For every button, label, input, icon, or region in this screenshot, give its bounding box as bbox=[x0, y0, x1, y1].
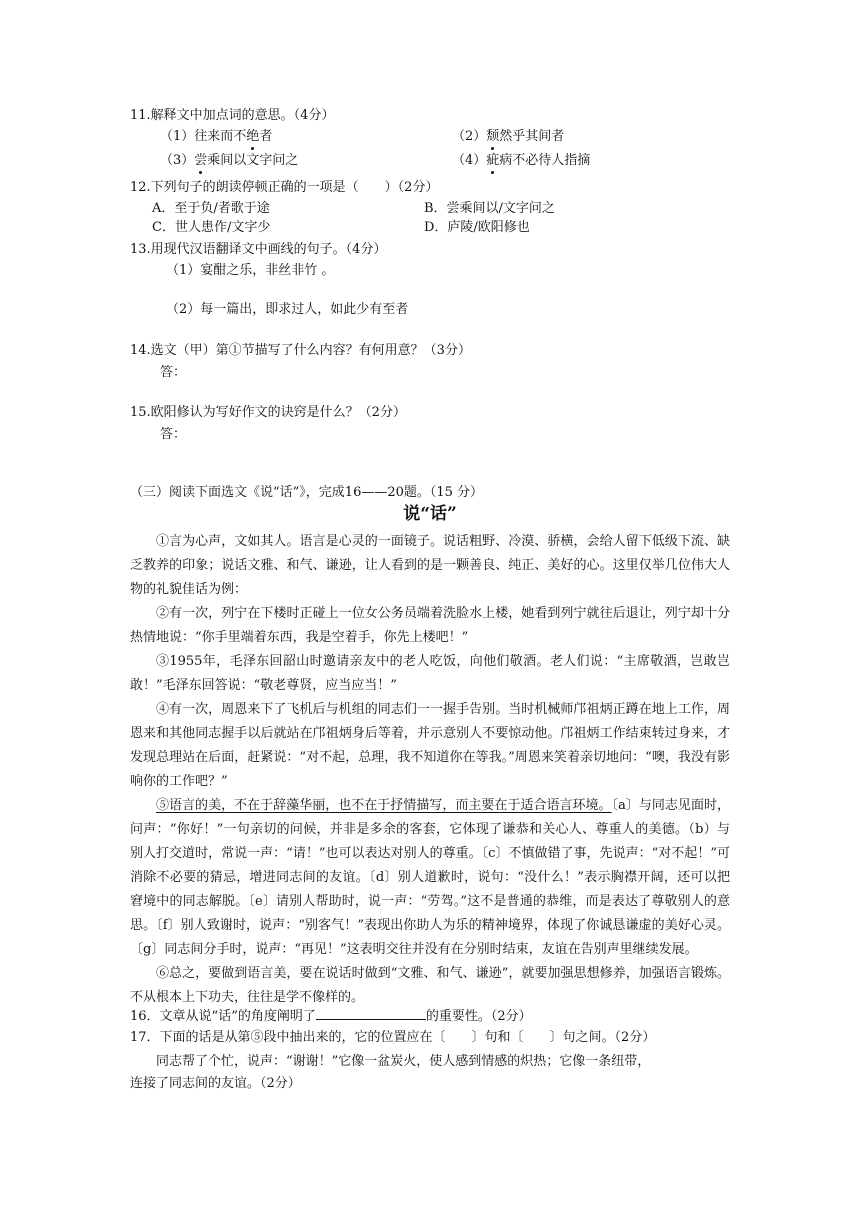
q11-item-3: （3）尝乘间以文字问之 bbox=[160, 153, 299, 168]
answer-blank[interactable] bbox=[316, 1006, 426, 1020]
q17-quote-line-1: 同志帮了个忙，说声：“谢谢！”它像一盆炭火，使人感到情感的炽热；它像一条纽带， bbox=[156, 1054, 651, 1069]
q17-quote-line-2: 连接了同志间的友谊。（2分） bbox=[130, 1076, 301, 1091]
paragraph-2: ②有一次，列宁在下楼时正碰上一位女公务员端着洗脸水上楼，她看到列宁就往后退让，列宁却十分热情地说：“你手里端着东西，我是空着手，你先上楼吧！” bbox=[130, 606, 730, 645]
q11-stem: 11.解释文中加点词的意思。（4分） bbox=[130, 108, 335, 123]
dotted-char: 尝 bbox=[194, 153, 208, 168]
dotted-char: 绝 bbox=[246, 129, 260, 144]
q12-stem: 12.下列句子的朗读停顿正确的一项是（ ）（2分） bbox=[130, 180, 439, 195]
q15-stem: 15.欧阳修认为写好作文的诀窍是什么？（2分） bbox=[130, 405, 406, 420]
q17-stem: 17．下面的话是从第⑤段中抽出来的，它的位置应在〔 〕句和〔 〕句之间。（2分） bbox=[130, 1030, 656, 1045]
paragraph-3: ③1955年，毛泽东回韶山时邀请亲友中的老人吃饭，向他们敬酒。老人们说：“主席敬酒，岂敢岂敢！”毛泽东回答说：“敬老尊贤，应当应当！” bbox=[130, 654, 730, 693]
q15-answer-label: 答： bbox=[160, 427, 187, 442]
section-header: （三）阅读下面选文《说“话”》，完成16——20题。（15 分） bbox=[130, 485, 484, 500]
q12-option-b: B．尝乘间以/文字问之 bbox=[424, 201, 555, 216]
q12-option-d: D．庐陵/欧阳修也 bbox=[424, 220, 530, 235]
q11-item-2: （2）颓然乎其间者 bbox=[452, 129, 565, 144]
paragraph-6: ⑥总之，要做到语言美，要在说话时做到“文雅、和气、谦逊”，就要加强思想修养，加强语言锻炼。不从根本上下功夫，往往是学不像样的。 bbox=[130, 966, 730, 1005]
q13-sentence-1: （1）宴酣之乐，非丝非竹 。 bbox=[166, 263, 335, 278]
q11-item-4: （4）疵病不必待人指摘 bbox=[452, 153, 591, 168]
underlined-sentence: ⑤语言的美，不在于辞藻华丽，也不在于抒情描写，而主要在于适合语言环境。 bbox=[156, 798, 612, 813]
q14-stem: 14.选文（甲）第①节描写了什么内容？有何用意？（3分） bbox=[130, 343, 471, 358]
article-title: 说“话” bbox=[403, 504, 457, 524]
dotted-char: 疵 bbox=[486, 153, 500, 168]
q13-sentence-2: （2）每一篇出，即求过人，如此少有至者 bbox=[166, 302, 409, 317]
q16: 16．文章从说“话”的角度阐明了 的重要性。（2分） bbox=[130, 1006, 532, 1026]
q11-item-1: （1）往来而不绝者 bbox=[160, 129, 273, 144]
q12-option-a: A．至于负/者歌于途 bbox=[152, 201, 270, 216]
q13-stem: 13.用现代汉语翻译文中画线的句子。（4分） bbox=[130, 242, 387, 257]
dotted-char: 颓 bbox=[486, 129, 500, 144]
q12-option-c: C．世人患作/文字少 bbox=[152, 220, 271, 235]
paragraph-5: ⑤语言的美，不在于辞藻华丽，也不在于抒情描写，而主要在于适合语言环境。〔a〕与同志见面时，问声：“你好！”一句亲切的问候，并非是多余的客套，它体现了谦恭和关心人、尊重人的美德。（b）与别人打交道时，常说一声：“请！”也可以表达对别人的尊重。〔c〕不慎做错了事，先说声：“对不起！”可消除不必要的猜忌，增进同志间的友谊。〔d〕别人道歉时，说句：“没什么！”表示胸襟开阔，还可以把窘境中的同志解脱。〔e〕请别人帮助时，说一声：“劳驾。”这不是普通的恭维，而是表达了尊敬别人的意思。〔f〕别人致谢时，说声：“别客气！”表现出你助人为乐的精神境界，体现了你诚恳谦虚的美好心灵。〔g〕同志间分手时，说声：“再见！”这表明交往并没有在分别时结束，友谊在告别声里继续发展。 bbox=[130, 798, 730, 957]
paragraph-4: ④有一次，周恩来下了飞机后与机组的同志们一一握手告别。当时机械师邝祖炳正蹲在地上工作，周恩来和其他同志握手以后就站在邝祖炳身后等着，并示意别人不要惊动他。邝祖炳工作结束转过身来，才发现总理站在后面，赶紧说：“对不起，总理，我不知道你在等我。”周恩来笑着亲切地问：“噢，我没有影响你的工作吧？” bbox=[130, 702, 730, 789]
q14-answer-label: 答： bbox=[160, 365, 187, 380]
paragraph-1: ①言为心声，文如其人。语言是心灵的一面镜子。说话粗野、冷漠、骄横，会给人留下低级下流、缺乏教养的印象；说话文雅、和气、谦逊，让人看到的是一颗善良、纯正、美好的心。这里仅举几位伟大人物的礼貌佳话为例： bbox=[130, 534, 730, 597]
